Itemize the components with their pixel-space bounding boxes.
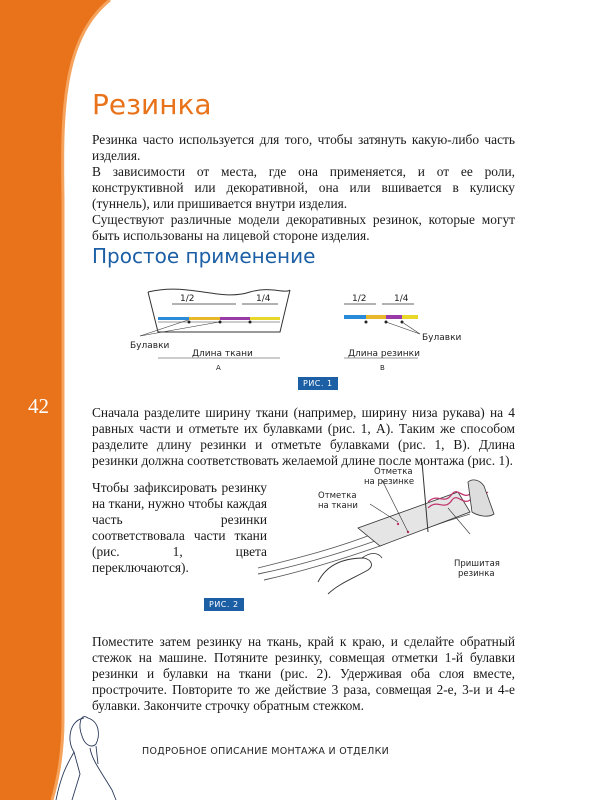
page-title: Резинка	[92, 88, 212, 121]
step2-text: Поместите затем резинку на ткань, край к краю, и сделайте обратный стежок на машине. Потяните резинку, совмещая отметки 1-й булавки резинки и булавки на ткани (рис. 2). Удерживая оба слоя вместе, прострочите. Повторите то же действие 3 раза, совмещая 2-е, 3-и и 4-е булавки. Закончите строчку обратным стежком.	[92, 634, 515, 713]
intro-paragraph: В зависимости от места, где она применяется, и от ее роли, конструктивной или декоративной, она или вшивается в кулиску (туннель), или пришивается внутри изделия.	[92, 164, 515, 211]
intro-paragraph: Резинка часто используется для того, чтобы затянуть какую-либо часть изделия.	[92, 132, 515, 163]
fig2-sewn-line2: резинка	[458, 569, 495, 579]
fashion-sketch-icon	[56, 717, 116, 800]
fig1a-length-label: Длина ткани	[192, 349, 253, 359]
fig2-sewn-line1: Пришитая	[454, 559, 500, 569]
fig1b-length-label: Длина резинки	[348, 349, 420, 359]
section-title: Простое применение	[92, 244, 316, 268]
footer-text: ПОДРОБНОЕ ОПИСАНИЕ МОНТАЖА И ОТДЕЛКИ	[142, 746, 390, 757]
fig1a-letter: A	[216, 364, 221, 372]
fig1a-half-label: 1/2	[180, 294, 195, 304]
fig2-mark-elastic-line1: Отметка	[374, 467, 413, 477]
step1-text: Сначала разделите ширину ткани (например, ширину низа рукава) на 4 равных части и отметьте их булавками (рис. 1, A). Таким же способом разделите длину резинки и отметьте булавками (рис. 1, B). Длина резинки должна соответствовать желаемой длине после монтажа (рис. 1).	[92, 405, 515, 468]
step1-paragraph	[92, 405, 515, 469]
figure-2	[258, 462, 516, 596]
fig2-mark-fabric-line2: на ткани	[318, 501, 358, 511]
fig2-mark-elastic-line2: на резинке	[364, 477, 415, 487]
fig1a-quarter-label: 1/4	[256, 294, 271, 304]
figure-1	[130, 282, 462, 374]
intro-paragraph: Существуют различные модели декоративных резинок, которые могут быть использованы на лицевой стороне изделия.	[92, 212, 515, 243]
fig1b-quarter-label: 1/4	[394, 294, 409, 304]
fig1b-letter: B	[380, 364, 385, 372]
step-narrow-paragraph: Чтобы зафиксировать резинку на ткани, нужно чтобы каждая часть резинки соответствовала части ткани (рис. 1, цвета переключаются).	[92, 480, 267, 575]
figure-1-label: РИС. 1	[298, 377, 338, 390]
fig1b-half-label: 1/2	[352, 294, 367, 304]
page-number: 42	[28, 394, 49, 418]
fig1b-pins-label: Булавки	[422, 333, 462, 343]
intro-text	[92, 132, 515, 244]
step2-paragraph	[92, 634, 515, 714]
fig1a-pins-label: Булавки	[130, 341, 170, 351]
figure-2-label: РИС. 2	[204, 598, 244, 611]
fig2-mark-fabric-line1: Отметка	[318, 491, 357, 501]
